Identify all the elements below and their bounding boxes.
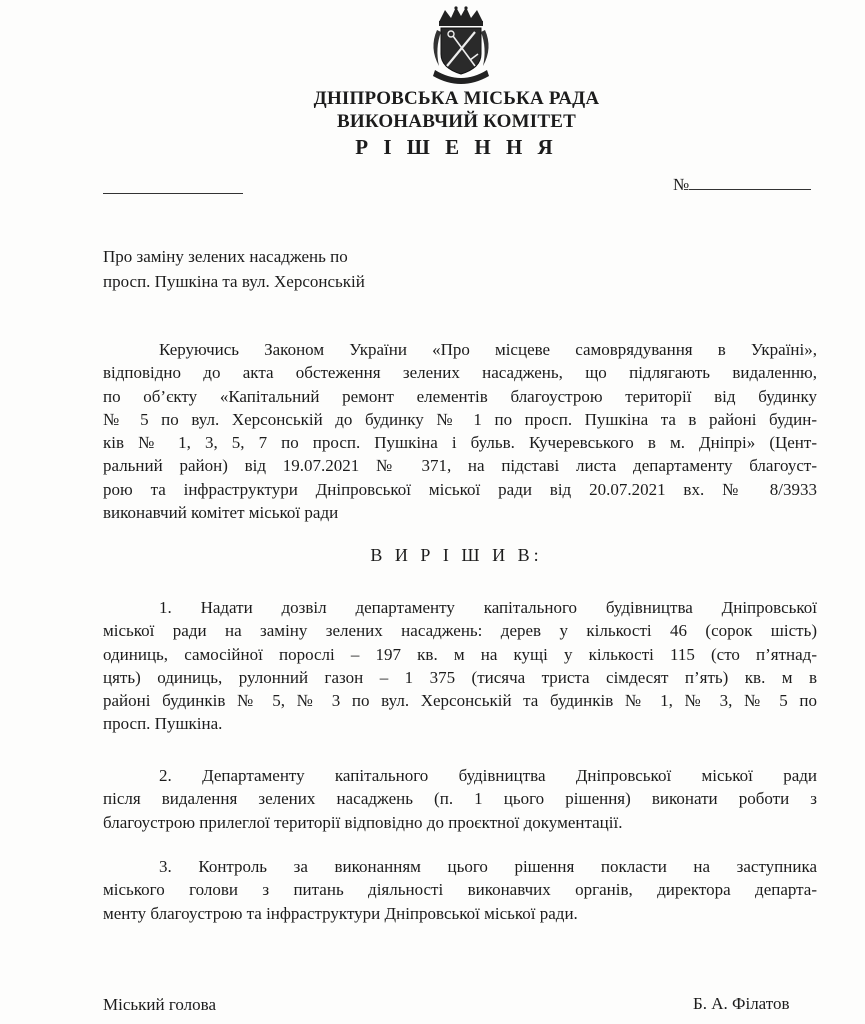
- number-blank-line: [689, 173, 811, 190]
- decision-subject: [103, 244, 365, 294]
- text-line: після видалення зелених насаджень (п. 1 цього рішення) виконати роботи з: [103, 789, 817, 809]
- number-sign: №: [673, 175, 690, 194]
- text-line: ків № 1, 3, 5, 7 по просп. Пушкіна і бульв. Кучеревського в м. Дніпрі» (Цент-: [103, 433, 817, 453]
- text-line: 2. Департаменту капітального будівництва Дніпровської міської ради: [159, 766, 817, 785]
- decision-heading: В И Р І Ш И В:: [370, 545, 543, 565]
- signatory-name: Б. А. Філатов: [693, 994, 790, 1013]
- text-line: ральний район) від 19.07.2021 № 371, на підставі листа департаменту благоуст-: [103, 456, 817, 476]
- subject-line: Про заміну зелених насаджень по: [103, 247, 348, 266]
- preamble-paragraph: [103, 338, 817, 524]
- text-line: 3. Контроль за виконанням цього рішення покласти на заступника: [159, 857, 817, 876]
- text-line: одиниць, самосійної порослі – 197 кв. м на кущі у кількості 115 (сто п’ятнад-: [103, 644, 817, 664]
- subject-line: просп. Пушкіна та вул. Херсонській: [103, 272, 365, 291]
- text-line: рою та інфраструктури Дніпровської міської ради від 20.07.2021 вх. № 8/3933: [103, 479, 817, 499]
- text-line: відповідно до акта обстеження зелених насаджень, що підлягають видаленню,: [103, 363, 817, 383]
- committee-title: ВИКОНАВЧИЙ КОМІТЕТ: [336, 111, 577, 132]
- text-line: просп. Пушкіна.: [103, 714, 223, 734]
- text-line: цять) одиниць, рулонний газон – 1 375 (тисяча триста сімдесят п’ять) кв. м в: [103, 667, 817, 687]
- council-title: ДНІПРОВСЬКА МІСЬКА РАДА: [313, 88, 600, 109]
- text-line: благоустрою прилеглої території відповідно до проєктної документації.: [103, 812, 623, 832]
- decision-item-1: [103, 596, 817, 736]
- text-line: районі будинків № 5, № 3 по вул. Херсонській та будинків № 1, № 3, № 5 по: [103, 691, 817, 711]
- text-line: міського голови з питань діяльності виконавчих органів, директора департа-: [103, 880, 817, 900]
- signatory-title: Міський голова: [103, 995, 216, 1014]
- text-line: № 5 по вул. Херсонській до будинку № 1 по просп. Пушкіна та в районі будин-: [103, 409, 817, 429]
- decision-item-2: [103, 764, 817, 834]
- text-line: по об’єкту «Капітальний ремонт елементів благоустрою території від будинку: [103, 386, 817, 406]
- text-line: Керуючись Законом України «Про місцеве самоврядування в Україні»,: [159, 340, 817, 359]
- date-blank-line: [103, 193, 243, 194]
- text-line: виконавчий комітет міської ради: [103, 503, 339, 523]
- document-number-field: [673, 173, 811, 195]
- city-emblem-icon: [425, 4, 497, 88]
- text-line: менту благоустрою та інфраструктури Дніпровської міської ради.: [103, 903, 578, 923]
- text-line: 1. Надати дозвіл департаменту капітального будівництва Дніпровської: [159, 598, 817, 617]
- text-line: міської ради на заміну зелених насаджень: дерев у кількості 46 (сорок шість): [103, 621, 817, 641]
- document-type-title: Р І Ш Е Н Н Я: [355, 135, 558, 159]
- decision-item-3: [103, 855, 817, 925]
